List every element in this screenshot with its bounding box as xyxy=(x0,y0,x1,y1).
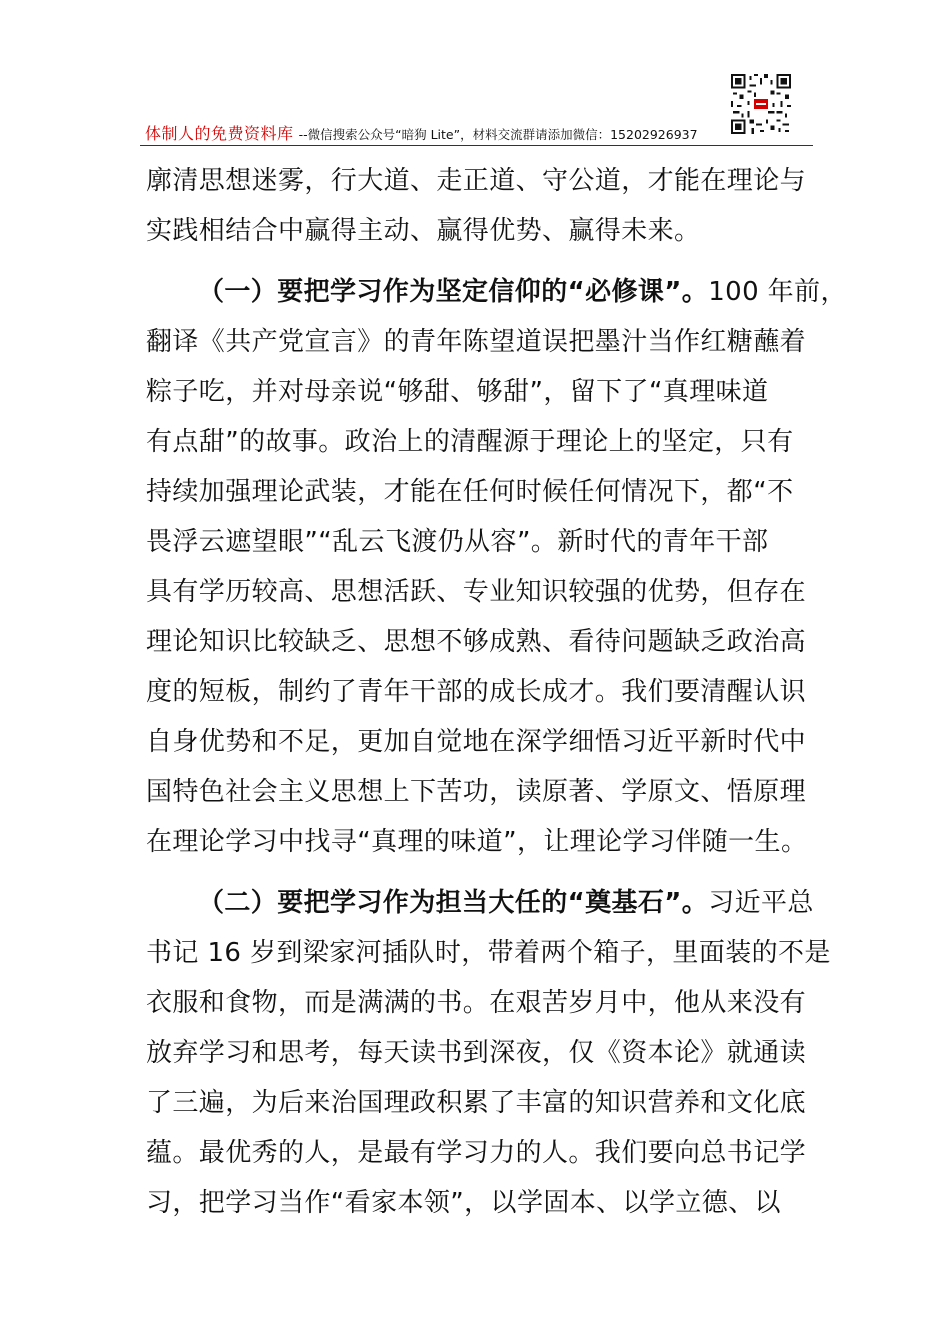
text-line: 廓清思想迷雾，行大道、走正道、守公道，才能在理论与 xyxy=(146,166,807,196)
text-line: 度的短板，制约了青年干部的成长成才。我们要清醒认识 xyxy=(146,677,807,707)
text-line: 具有学历较高、思想活跃、专业知识较强的优势，但存在 xyxy=(146,577,807,607)
text-line: 畏浮云遮望眼”“乱云飞渡仍从容”。新时代的青年干部 xyxy=(146,527,769,557)
header-divider xyxy=(140,145,813,146)
section-heading-line xyxy=(146,878,814,928)
text-line: 自身优势和不足，更加自觉地在深学细悟习近平新时代中 xyxy=(146,727,807,757)
text-line: 有点甜”的故事。政治上的清醒源于理论上的坚定，只有 xyxy=(146,427,794,457)
header-brand: 体制人的免费资料库 xyxy=(145,124,294,143)
text-line: 习，把学习当作“看家本领”，以学固本、以学立德、以 xyxy=(146,1188,781,1218)
section-heading: （二）要把学习作为担当大任的“奠基石”。 xyxy=(198,888,709,918)
document-body xyxy=(146,156,847,1228)
section-heading: （一）要把学习作为坚定信仰的“必修课”。 xyxy=(198,277,709,307)
text-fragment: 100 年前， xyxy=(708,277,847,307)
text-line: 了三遍，为后来治国理政积累了丰富的知识营养和文化底 xyxy=(146,1088,807,1118)
text-line: 理论知识比较缺乏、思想不够成熟、看待问题缺乏政治高 xyxy=(146,627,807,657)
header-info: --微信搜索公众号“暗狗 Lite”，材料交流群请添加微信：15202926937 xyxy=(298,127,698,142)
text-line: 蕴。最优秀的人，是最有学习力的人。我们要向总书记学 xyxy=(146,1138,807,1168)
page-header xyxy=(145,121,810,143)
text-line: 翻译《共产党宣言》的青年陈望道误把墨汁当作红糖蘸着 xyxy=(146,327,807,357)
text-line: 书记 16 岁到梁家河插队时，带着两个箱子，里面装的不是 xyxy=(146,938,831,968)
text-fragment: 习近平总 xyxy=(708,888,814,918)
qr-code-icon xyxy=(731,74,791,134)
text-line: 持续加强理论武装，才能在任何时候任何情况下，都“不 xyxy=(146,477,794,507)
text-line: 在理论学习中找寻“真理的味道”，让理论学习伴随一生。 xyxy=(146,827,808,857)
section-heading-line xyxy=(146,267,847,317)
text-line: 放弃学习和思考，每天读书到深夜，仅《资本论》就通读 xyxy=(146,1038,807,1068)
text-line: 粽子吃，并对母亲说“够甜、够甜”，留下了“真理味道 xyxy=(146,377,769,407)
text-line: 国特色社会主义思想上下苦功，读原著、学原文、悟原理 xyxy=(146,777,807,807)
text-line: 衣服和食物，而是满满的书。在艰苦岁月中，他从来没有 xyxy=(146,988,807,1018)
text-line: 实践相结合中赢得主动、赢得优势、赢得未来。 xyxy=(146,216,701,246)
